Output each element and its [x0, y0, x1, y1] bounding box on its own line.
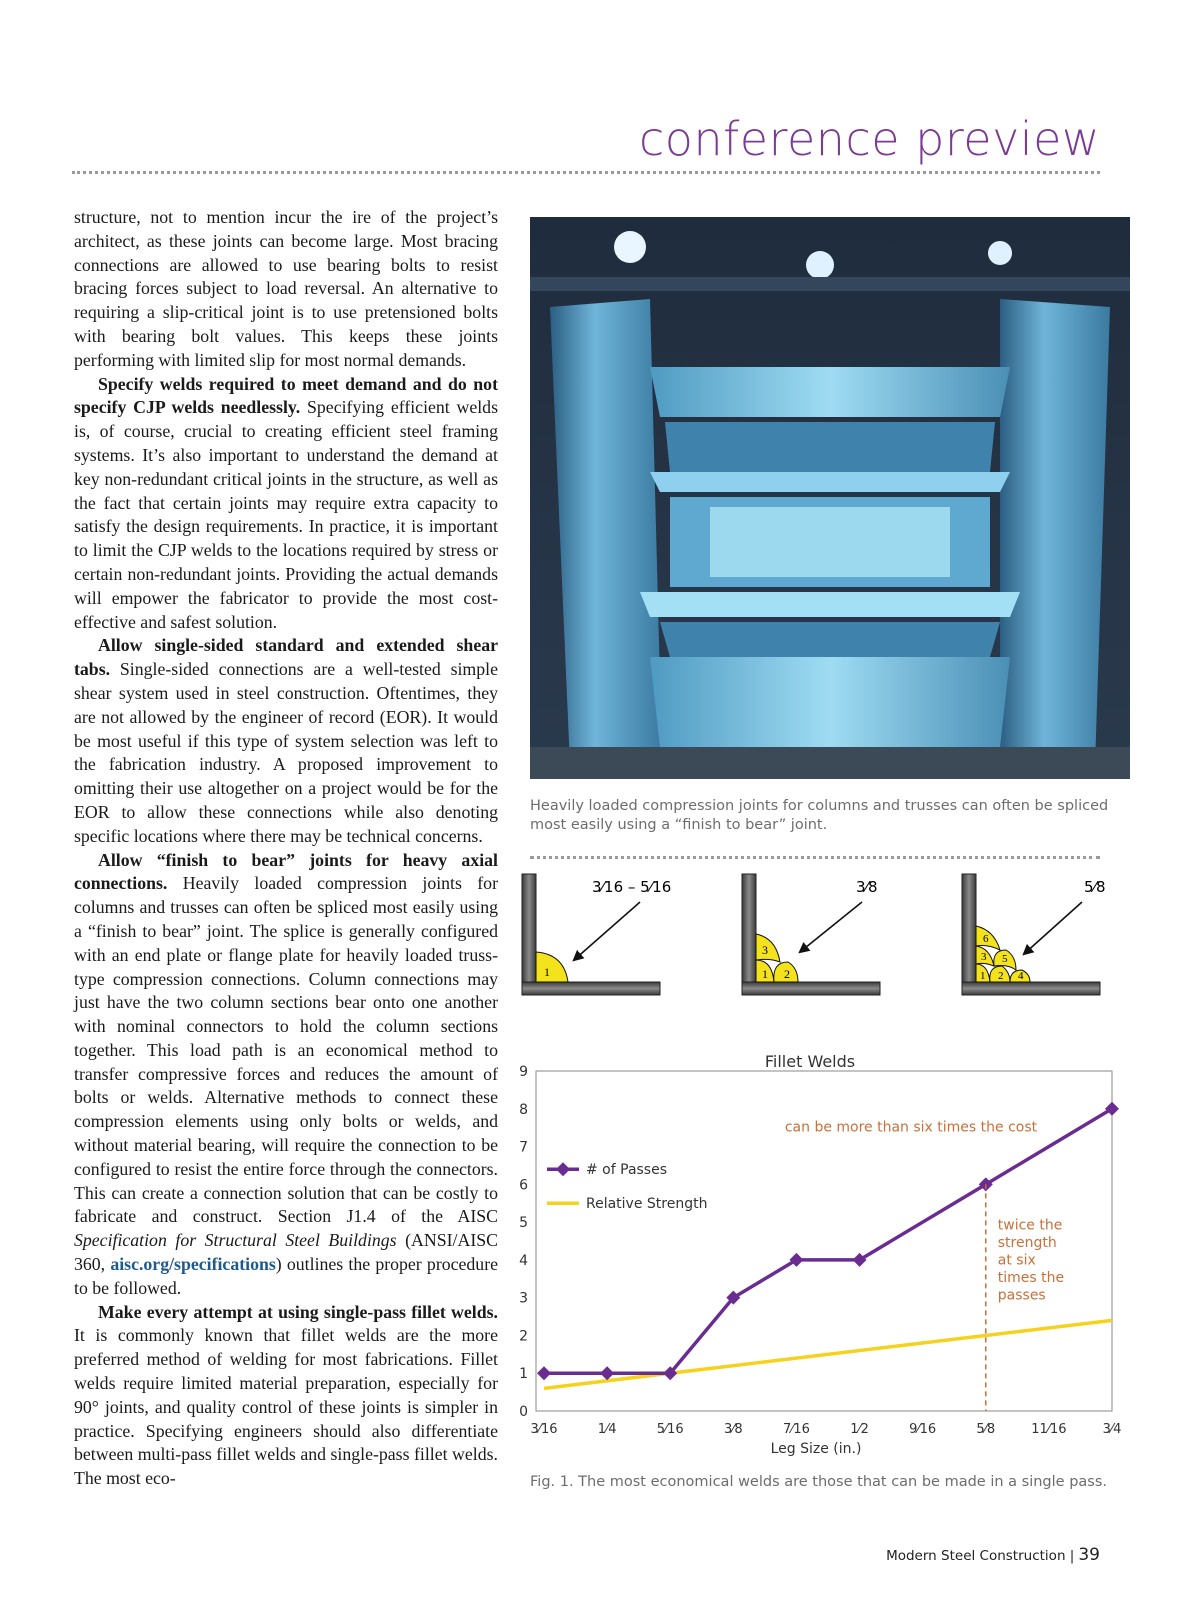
pass-label: 5	[1002, 953, 1008, 965]
x-tick-label: 1⁄4	[597, 1422, 617, 1437]
annotation-strength-line: passes	[997, 1287, 1046, 1304]
annotation-cost: can be more than six times the cost	[784, 1119, 1038, 1136]
y-tick-label: 7	[519, 1139, 528, 1156]
pass-label: 3	[762, 943, 768, 957]
paragraph: Make every attempt at using single-pass fillet welds. It is commonly known that fillet welds are the more preferred method of welding for most fabrications. Fillet welds require limited material preparation, especially for 90° joints, and quality control of these joints is simpler in practice. Specifying engineers should also differentiate between multi-pass fillet welds and single-pass fillet welds. The most eco-	[74, 1301, 498, 1489]
paragraph-lead: Allow single-sided standard and extended shear tabs.	[74, 635, 498, 680]
x-tick-label: 9⁄16	[909, 1422, 937, 1437]
pass-label: 1	[980, 970, 986, 982]
page-footer	[886, 1545, 1100, 1565]
x-tick-label: 3⁄4	[1102, 1422, 1122, 1437]
header-divider	[72, 171, 1100, 174]
chart-legend	[547, 1162, 707, 1212]
pass-label: 2	[784, 967, 790, 981]
y-tick-label: 0	[519, 1404, 528, 1420]
leg-size-label: 3⁄16 – 5⁄16	[592, 878, 672, 896]
x-tick-label: 1⁄2	[850, 1422, 869, 1437]
pass-label: 1	[544, 965, 550, 979]
x-axis-label: Leg Size (in.)	[770, 1441, 862, 1457]
annotation-strength-line: times the	[997, 1270, 1065, 1287]
leg-size-label: 5⁄8	[1084, 878, 1106, 896]
x-tick-label: 7⁄16	[782, 1422, 810, 1437]
paragraph: Specify welds required to meet demand and do not specify CJP welds needlessly. Specifying efficient welds is, of course, crucial to creating efficient steel framing systems. It’s also important to understand the demand at key non-redundant critical joints in the structure, as well as the fact that certain joints may require extra capacity to satisfy the design requirements. In practice, it is important to limit the CJP welds to the locations required by stress or certain non-redundant joints. Providing the actual demands will empower the fabricator to provide the most cost-effective and safest solution.	[74, 373, 498, 632]
pass-label: 3	[981, 951, 987, 963]
x-tick-label: 11⁄16	[1031, 1422, 1067, 1437]
paragraph: Allow “finish to bear” joints for heavy axial connections. Heavily loaded compression joints for columns and trusses can often be spliced most easily using a “finish to bear” joint. The splice is generally configured with an end plate or flange plate for heavily loaded truss-type compression connections. Column connections may just have the two column sections bear onto one another with nominal connectors to hold the column sections together. This load path is an economical method to transfer compressive forces and reduces the amount of bolts or welds. Alternative methods to connect these compression elements using only bolts or welds, and without material bearing, will require the connection to be configured to resist the entire force through the connectors. This can create a connection solution that can be costly to fabricate and construct. Section J1.4 of the AISC Specification for Structural Steel Buildings (ANSI/AISC 360, aisc.org/specifications) outlines the proper procedure to be followed.	[74, 849, 499, 1298]
paragraph: structure, not to mention incur the ire of the project’s architect, as these joints can become large. Most bracing connections are allowed to use bearing bolts to resist bracing forces subject to load reversal. An alternative to requiring a slip-critical joint is to use pretensioned bolts with bearing bolt values. This keeps these joints performing with limited slip for most normal demands.	[74, 207, 498, 370]
pass-label: 1	[762, 967, 768, 981]
pass-label: 4	[1018, 970, 1024, 982]
data-point	[600, 1366, 614, 1380]
y-tick-label: 3	[519, 1290, 528, 1307]
x-tick-label: 3⁄8	[723, 1422, 743, 1437]
fillet-welds-chart	[519, 1052, 1140, 1457]
weld-joint-single-pass	[522, 874, 671, 995]
section-divider	[530, 856, 1100, 859]
x-tick-label: 5⁄16	[656, 1422, 684, 1437]
fillet-weld-diagram	[530, 878, 1130, 1032]
compression-joint-photo	[530, 217, 1130, 779]
pass-label: 2	[998, 970, 1004, 982]
y-tick-label: 6	[519, 1177, 528, 1194]
y-tick-label: 4	[519, 1252, 528, 1269]
spec-link[interactable]: aisc.org/specifications	[110, 1254, 276, 1275]
y-tick-label: 1	[519, 1366, 528, 1383]
x-tick-label: 5⁄8	[976, 1422, 996, 1437]
article-body	[74, 206, 498, 1491]
annotation-strength-line: at six	[997, 1252, 1036, 1269]
publication-name: Modern Steel Construction	[886, 1548, 1066, 1564]
paragraph-lead: Allow “finish to bear” joints for heavy axial connections.	[74, 849, 498, 894]
y-tick-label: 5	[519, 1215, 528, 1232]
legend-marker	[556, 1162, 570, 1176]
y-tick-label: 9	[519, 1064, 528, 1080]
annotation-strength-line: strength	[997, 1235, 1057, 1252]
figure-caption: Fig. 1. The most economical welds are those that can be made in a single pass.	[530, 1474, 1107, 1490]
weld-joint-three-pass	[742, 874, 880, 995]
spec-title: Specification for Structural Steel Buildings	[74, 1230, 397, 1251]
leg-size-label: 3⁄8	[856, 878, 878, 896]
paragraph: Allow single-sided standard and extended shear tabs. Single-sided connections are a well-tested simple shear system used in steel construction. Oftentimes, they are not allowed by the engineer of record (EOR). It would be most useful if this type of system selection was left to the fabrication industry. A proposed improvement to omitting their use altogether on a project would be for the EOR to allow these connections while also denoting specific locations where there may be technical concerns.	[74, 635, 498, 846]
x-tick-label: 3⁄16	[530, 1422, 558, 1437]
photo-caption: Heavily loaded compression joints for columns and trusses can often be spliced most easily using a “finish to bear” joint.	[530, 798, 1109, 833]
weld-joint-six-pass	[962, 874, 1106, 995]
data-point	[537, 1366, 551, 1380]
paragraph-lead: Make every attempt at using single-pass fillet welds.	[98, 1301, 498, 1322]
pass-label: 6	[983, 933, 989, 945]
legend-label: Relative Strength	[586, 1196, 708, 1213]
section-title: conference preview	[639, 112, 1100, 166]
chart-title: Fillet Welds	[764, 1052, 856, 1071]
paragraph-lead: Specify welds required to meet demand and do not specify CJP welds needlessly.	[74, 373, 498, 418]
y-tick-label: 2	[519, 1328, 528, 1345]
footer-separator: |	[1069, 1548, 1075, 1564]
legend-label: # of Passes	[586, 1162, 668, 1179]
page-number: 39	[1078, 1545, 1100, 1565]
series-line	[544, 1320, 1112, 1388]
annotation-strength-line: twice the	[997, 1217, 1063, 1234]
y-tick-label: 8	[519, 1101, 528, 1118]
